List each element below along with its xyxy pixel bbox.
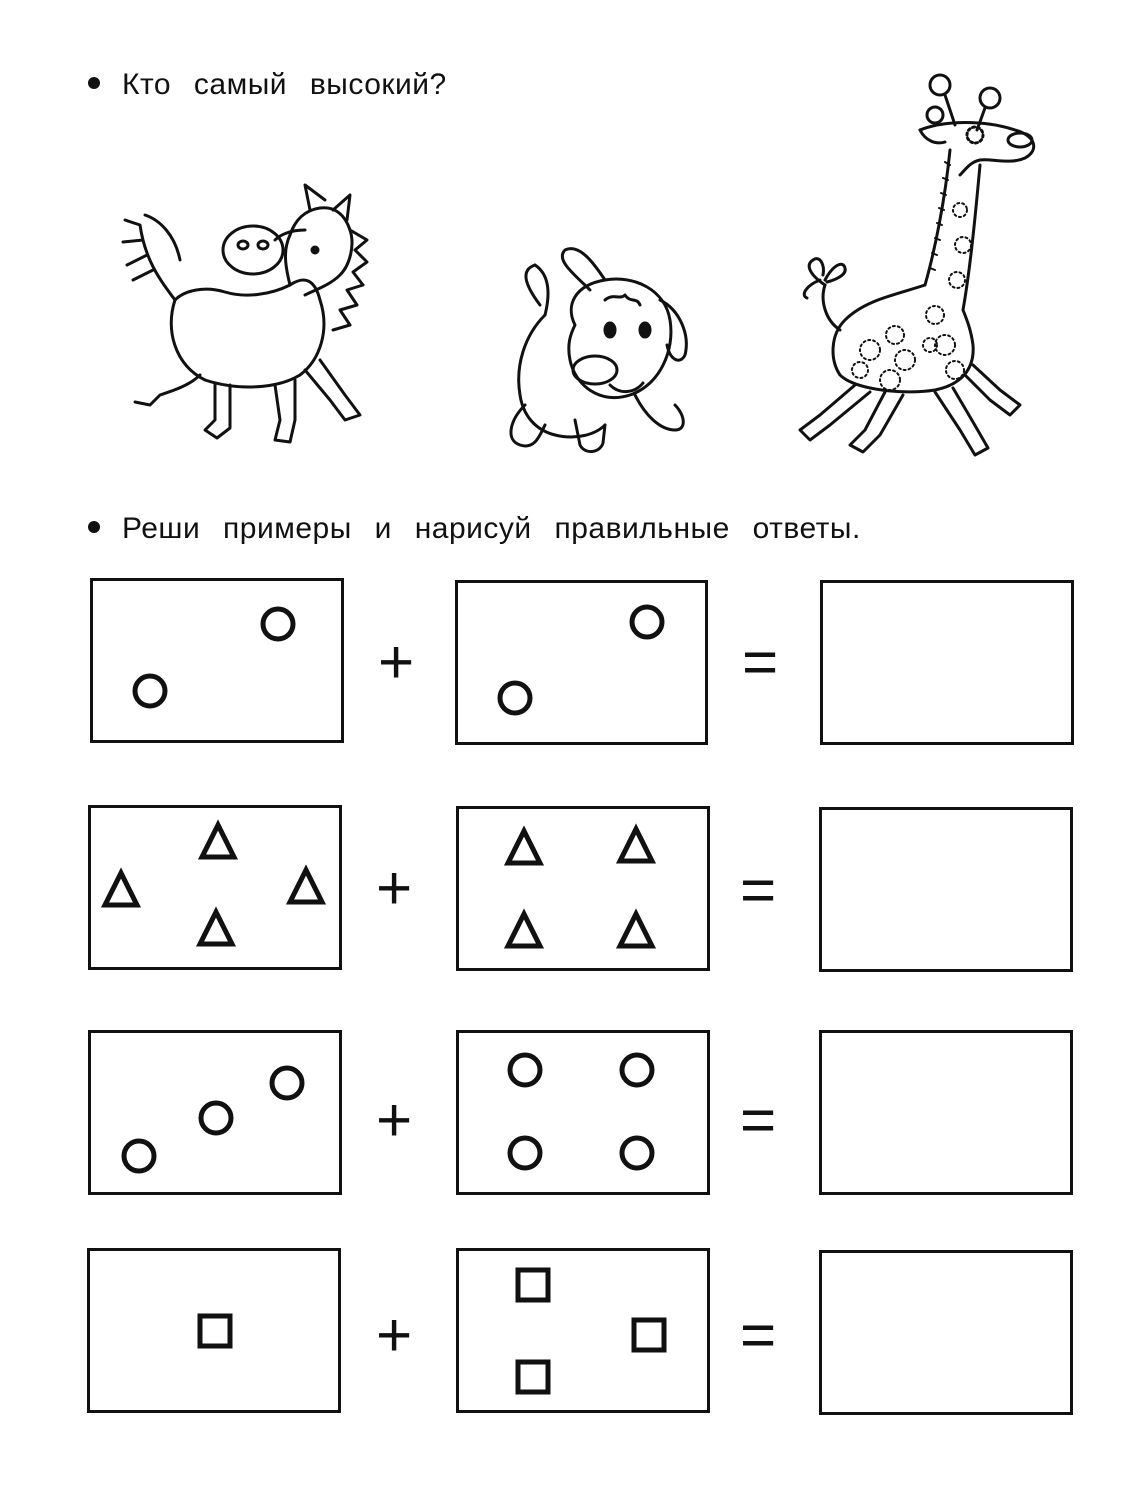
circle-shape bbox=[632, 607, 662, 637]
triangle-shape bbox=[508, 914, 540, 946]
triangle-shape bbox=[200, 912, 232, 944]
task-tallest-text: Кто самый высокий? bbox=[122, 68, 447, 101]
equals-sign: = bbox=[740, 1086, 777, 1155]
square-shape bbox=[518, 1362, 548, 1392]
triangle-shape bbox=[620, 914, 652, 946]
triangle-shape bbox=[508, 831, 540, 863]
plus-sign: + bbox=[376, 854, 413, 923]
circle-shape bbox=[510, 1055, 540, 1085]
equals-sign: = bbox=[740, 856, 777, 925]
circle-shape bbox=[124, 1141, 154, 1171]
equals-sign: = bbox=[740, 1301, 777, 1370]
circle-shape bbox=[263, 609, 293, 639]
square-shape bbox=[518, 1270, 548, 1300]
circle-shape bbox=[500, 683, 530, 713]
equals-sign: = bbox=[742, 628, 779, 697]
circle-shape bbox=[201, 1103, 231, 1133]
circle-shape bbox=[510, 1138, 540, 1168]
plus-sign: + bbox=[378, 628, 415, 697]
circle-shape bbox=[622, 1055, 652, 1085]
circle-shape bbox=[135, 676, 165, 706]
circle-shape bbox=[272, 1068, 302, 1098]
square-shape bbox=[200, 1316, 230, 1346]
plus-sign: + bbox=[376, 1301, 413, 1370]
plus-sign: + bbox=[376, 1086, 413, 1155]
triangle-shape bbox=[105, 873, 137, 905]
task-solve-text: Реши примеры и нарисуй правильные ответы. bbox=[122, 512, 861, 545]
circle-shape bbox=[622, 1138, 652, 1168]
triangle-shape bbox=[290, 870, 322, 902]
square-shape bbox=[634, 1320, 664, 1350]
triangle-shape bbox=[620, 829, 652, 861]
triangle-shape bbox=[202, 825, 234, 857]
